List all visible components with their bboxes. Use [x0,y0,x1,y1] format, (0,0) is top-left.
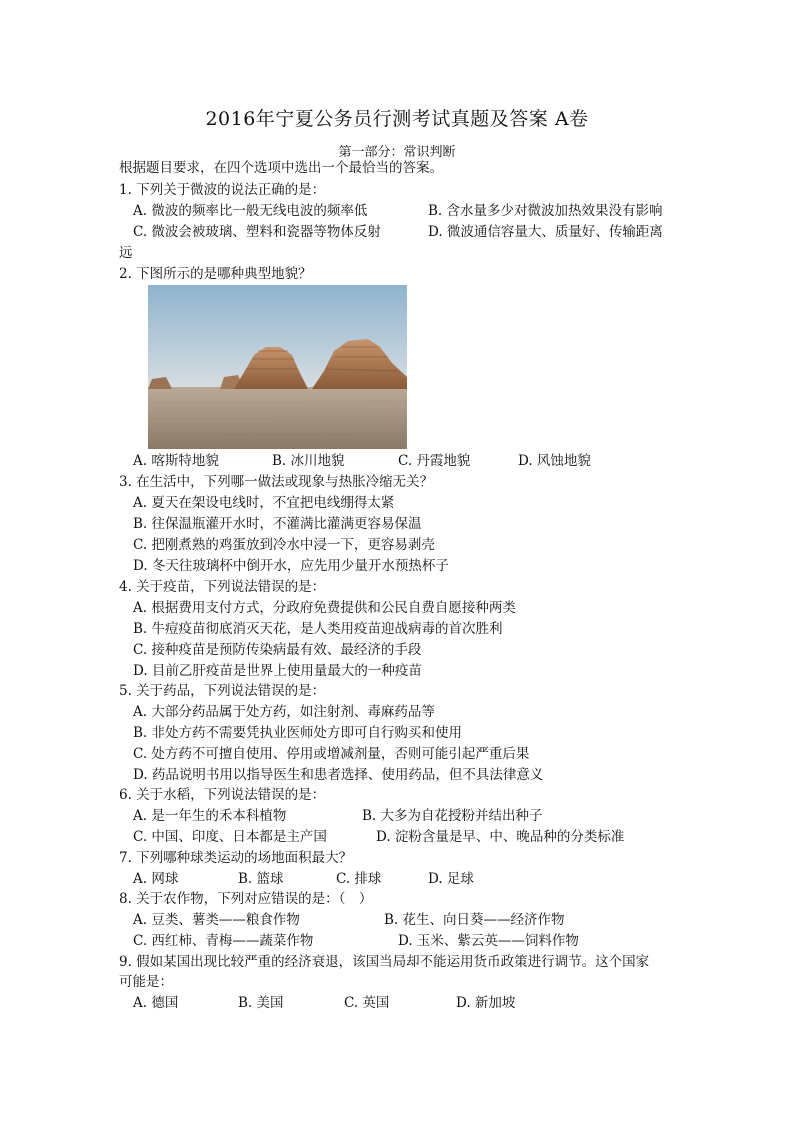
question-2-stem: 2. 下图所示的是哪种典型地貌？ [119,266,312,282]
question-8-option-d: D. 玉米、紫云英——饲料作物 [398,933,579,949]
question-6-option-b: B. 大多为自花授粉并结出种子 [362,808,543,824]
question-1-option-c: C. 微波会被玻璃、塑料和瓷器等物体反射 [133,224,381,240]
question-4-option-a: A. 根据费用支付方式，分政府免费提供和公民自费自愿接种两类 [133,600,516,616]
question-5-option-d: D. 药品说明书用以指导医生和患者选择、使用药品，但不具法律意义 [133,767,544,783]
question-7-option-d: D. 足球 [428,871,474,887]
question-3-option-b: B. 往保温瓶灌开水时，不灌满比灌满更容易保温 [133,516,422,532]
question-7-option-b: B. 篮球 [238,871,284,887]
question-2-option-c: C. 丹霞地貌 [398,453,471,469]
question-6-option-d: D. 淀粉含量是早、中、晚品种的分类标准 [376,829,625,845]
question-3-option-a: A. 夏天在架设电线时，不宜把电线绷得太紧 [133,495,395,511]
question-3-option-d: D. 冬天往玻璃杯中倒开水，应先用少量开水预热杯子 [133,558,449,574]
question-4-stem: 4. 关于疫苗，下列说法错误的是： [119,579,326,595]
question-1-stem: 1. 下列关于微波的说法正确的是： [119,182,326,198]
question-1-option-a: A. 微波的频率比一般无线电波的频率低 [133,203,368,219]
question-8-option-b: B. 花生、向日葵——经济作物 [384,912,565,928]
question-5-stem: 5. 关于药品，下列说法错误的是： [119,683,326,699]
question-7-stem: 7. 下列哪种球类运动的场地面积最大？ [119,850,353,866]
section-heading: 第一部分：常识判断 [338,145,456,160]
question-9-option-d: D. 新加坡 [456,995,516,1011]
question-2-option-a: A. 喀斯特地貌 [133,453,219,469]
question-1-option-d-continued: 远 [119,245,133,261]
question-3-stem: 3. 在生活中，下列哪一做法或现象与热胀冷缩无关？ [119,474,434,490]
yardang-landform-photo [148,285,407,449]
question-9-stem-continued: 可能是： [119,974,173,990]
question-6-stem: 6. 关于水稻，下列说法错误的是： [119,787,326,803]
question-5-option-c: C. 处方药不可擅自使用、停用或增减剂量，否则可能引起严重后果 [133,746,530,762]
question-3-option-c: C. 把刚煮熟的鸡蛋放到冷水中浸一下，更容易剥壳 [133,537,435,553]
question-4-option-d: D. 目前乙肝疫苗是世界上使用量最大的一种疫苗 [133,663,422,679]
question-7-option-a: A. 网球 [133,871,179,887]
question-9-stem: 9. 假如某国出现比较严重的经济衰退，该国当局却不能运用货币政策进行调节。这个国家 [119,954,650,970]
question-9-option-b: B. 美国 [238,995,284,1011]
question-9-option-a: A. 德国 [133,995,179,1011]
question-6-option-c: C. 中国、印度、日本都是主产国 [133,829,327,845]
question-4-option-c: C. 接种疫苗是预防传染病最有效、最经济的手段 [133,642,422,658]
question-9-option-c: C. 英国 [344,995,390,1011]
question-7-option-c: C. 排球 [336,871,382,887]
question-5-option-b: B. 非处方药不需要凭执业医师处方即可自行购买和使用 [133,725,463,741]
question-2-option-d: D. 风蚀地貌 [518,453,591,469]
question-8-stem: 8. 关于农作物，下列对应错误的是：（ ） [119,891,373,907]
question-8-option-c: C. 西红柿、青梅——蔬菜作物 [133,933,314,949]
question-8-option-a: A. 豆类、薯类——粮食作物 [133,912,300,928]
question-6-option-a: A. 是一年生的禾本科植物 [133,808,287,824]
question-2-option-b: B. 冰川地貌 [272,453,345,469]
instructions: 根据题目要求，在四个选项中选出一个最恰当的答案。 [119,160,443,176]
question-1-option-d: D. 微波通信容量大、质量好、传输距离 [428,224,663,240]
page-title: 2016年宁夏公务员行测考试真题及答案 A卷 [205,108,589,130]
question-5-option-a: A. 大部分药品属于处方药，如注射剂、毒麻药品等 [133,704,435,720]
question-1-option-b: B. 含水量多少对微波加热效果没有影响 [428,203,663,219]
question-4-option-b: B. 牛痘疫苗彻底消灭天花，是人类用疫苗迎战病毒的首次胜利 [133,621,503,637]
